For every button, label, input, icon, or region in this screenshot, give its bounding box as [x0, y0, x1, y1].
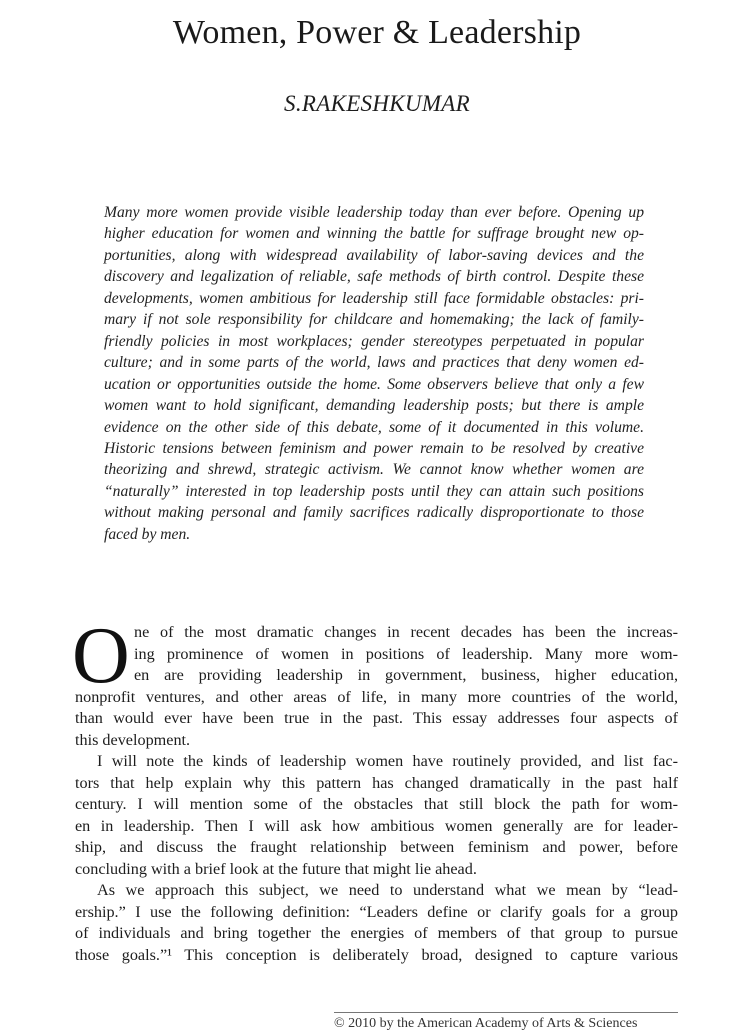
body-line: than would ever have been true in the past. This essay addresses four aspects of [75, 709, 678, 727]
body-line: this development. [75, 730, 191, 749]
abstract-line: mary if not sole responsibility for childcare and homemaking; the lack of family- [104, 311, 644, 329]
abstract-line: portunities, along with widespread availability of labor-saving devices and the [104, 246, 644, 264]
document-title: Women, Power & Leadership [172, 14, 582, 51]
abstract-line: developments, women ambitious for leadership still face formidable obstacles: pri- [104, 289, 644, 307]
body-line: century. I will mention some of the obstacles that still block the path for wom- [75, 795, 678, 813]
paragraph-2 [75, 751, 678, 880]
copyright-notice: © 2010 by the American Academy of Arts & Sciences [334, 1016, 638, 1031]
abstract-line: culture; and in some parts of the world, laws and practices that deny women ed- [104, 354, 644, 372]
drop-cap: O [72, 612, 130, 700]
abstract-line: Historic tensions between feminism and power remain to be resolved by creative [104, 439, 644, 457]
body-line: concluding with a brief look at the future that might lie ahead. [75, 859, 477, 878]
abstract-line: theorizing and shrewd, strategic activism. We cannot know whether women are [104, 461, 644, 479]
abstract-line: ucation or opportunities outside the home. Some observers believe that only a few [104, 375, 644, 393]
abstract-line: faced by men. [104, 525, 191, 543]
abstract-line: Many more women provide visible leadership today than ever before. Opening up [104, 204, 644, 221]
body-line: en in leadership. Then I will ask how ambitious women generally are for leader- [75, 816, 678, 835]
abstract-line: without making personal and family sacrifices radically disproportionate to those [104, 504, 644, 522]
body-text [72, 612, 678, 966]
body-line: ship, and discuss the fraught relationship between feminism and power, before [75, 838, 678, 856]
body-line: en are providing leadership in government, business, higher education, [134, 666, 678, 684]
body-line: As we approach this subject, we need to understand what we mean by “lead- [97, 881, 678, 899]
body-line: nonprofit ventures, and other areas of life, in many more countries of the world, [75, 687, 678, 706]
body-line: ership.” I use the following definition: “Leaders define or clarify goals for a group [75, 902, 678, 921]
abstract-line: evidence on the other side of this debate, some of it documented in this volume. [104, 418, 644, 436]
body-line: ing prominence of women in positions of leadership. Many more wom- [134, 644, 678, 663]
footer-rule [334, 1012, 678, 1013]
body-line: tors that help explain why this pattern has changed dramatically in the past half [75, 773, 678, 792]
author-name: S.RAKESHKUMAR [284, 91, 470, 116]
abstract-line: women want to hold significant, demanding leadership posts; but there is ample [104, 397, 644, 415]
body-line: of individuals and bring together the energies of members of that group to pursue [75, 924, 678, 942]
body-line: those goals.”¹ This conception is deliberately broad, designed to capture various [75, 945, 678, 964]
abstract-line: “naturally” interested in top leadership posts until they can attain such positions [104, 482, 644, 500]
paragraph-1 [75, 622, 678, 751]
abstract [104, 202, 644, 545]
abstract-line: higher education for women and winning the battle for suffrage brought new op- [104, 225, 644, 243]
abstract-line: friendly policies in most workplaces; gender stereotypes perpetuated in popular [104, 332, 644, 350]
body-line: ne of the most dramatic changes in recent decades has been the increas- [134, 623, 678, 641]
abstract-line: discovery and legalization of reliable, safe methods of birth control. Despite these [104, 268, 644, 286]
paragraph-3 [75, 880, 678, 966]
body-line: I will note the kinds of leadership women have routinely provided, and list fac- [97, 752, 678, 770]
